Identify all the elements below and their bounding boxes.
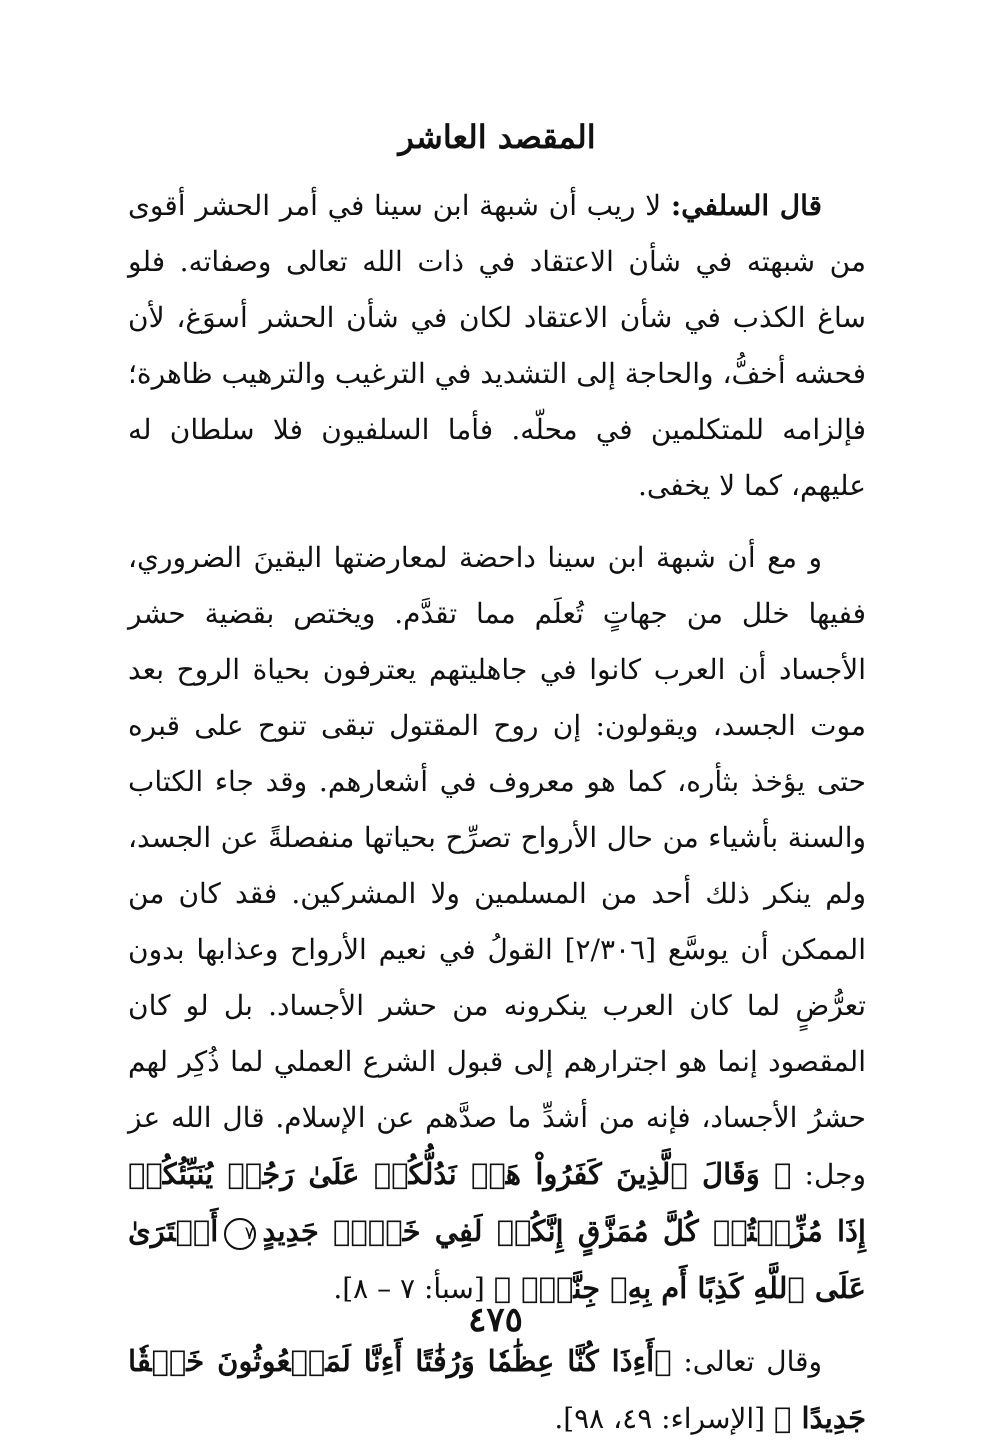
quran-verse-saba-7: ﴿ وَقَالَ ٱلَّذِينَ كَفَرُواْ هَلۡ نَدُلُّكُمۡ عَلَىٰ رَجُلٖ يُنَبِّئُكُمۡ إِذَا مُزِّقۡتُمۡ كُلَّ مُمَزَّقٍ إِنَّكُمۡ لَفِي خَلۡقٖ جَدِيدٍ (128, 1157, 866, 1249)
paragraph-2 (128, 530, 866, 1317)
paragraph-3-intro: وقال تعالى: (671, 1345, 823, 1379)
ayah-number-marker: ٧ (224, 1218, 256, 1250)
verse-reference-isra: [الإسراء: ٤٩، ٩٨]. (554, 1402, 774, 1436)
chapter-title: المقصد العاشر (398, 118, 596, 156)
speaker-label: قال السلفي: (670, 189, 822, 223)
paragraph-2-text-b: القولُ في نعيم الأرواح وعذابها بدون تعرُّضٍ لما كان العرب ينكرونه من حشر الأجساد. بل لو كان المقصود إنما هو اجترارهم إلى قبول الشرع العملي لما ذُكِر لهم حشرُ الأجساد، فإنه من أشدِّ ما صدَّهم عن الإسلام. قال الله عز وجل: (128, 933, 866, 1192)
paragraph-1-text: لا ريب أن شبهة ابن سينا في أمر الحشر أقوى من شبهته في شأن الاعتقاد في ذات الله تعالى وصفاته. فلو ساغ الكذب في شأن الاعتقاد لكان في شأن الحشر أسوَغ، لأن فحشه أخفُّ، والحاجة إلى التشديد في الترغيب والترهيب ظاهرة؛ فإلزامه للمتكلمين في محلّه. فأما السلفيون فلا سلطان له عليهم، كما لا يخفى. (128, 189, 866, 503)
paragraph-3 (128, 1333, 866, 1447)
paragraph-2-text-a: و مع أن شبهة ابن سينا داحضة لمعارضتها اليقينَ الضروري، ففيها خلل من جهاتٍ تُعلَم مما تقدَّم. ويختص بقضية حشر الأجساد أن العرب كانوا في جاهليتهم يعترفون بحياة الروح بعد موت الجسد، ويقولون: إن روح المقتول تبقى تنوح على قبره حتى يؤخذ بثأره، كما هو معروف في أشعارهم. وقد جاء الكتاب والسنة بأشياء من حال الأرواح تصرِّح بحياتها منفصلةً عن الجسد، ولم ينكر ذلك أحد من المسلمين ولا المشركين. فقد كان من الممكن أن يوسَّع (128, 541, 866, 967)
paragraph-1 (128, 178, 866, 514)
quran-verse-saba-8: أَفۡتَرَىٰ عَلَى ٱللَّهِ كَذِبًا أَم بِهِۦ جِنَّةُۢ ﴾ (128, 1214, 866, 1306)
original-page-reference: [٢/٣٠٦] (564, 933, 657, 967)
page-number: ٤٧٥ (468, 1300, 523, 1340)
quran-verse-isra: ﴿أَءِذَا كُنَّا عِظَٰمٗا وَرُفَٰتًا أَءِنَّا لَمَبۡعُوثُونَ خَلۡقٗا جَدِيدًا ﴾ (128, 1344, 866, 1436)
page-body (128, 118, 866, 1447)
verse-reference-saba: [سبأ: ٧ – ٨]. (333, 1272, 494, 1306)
